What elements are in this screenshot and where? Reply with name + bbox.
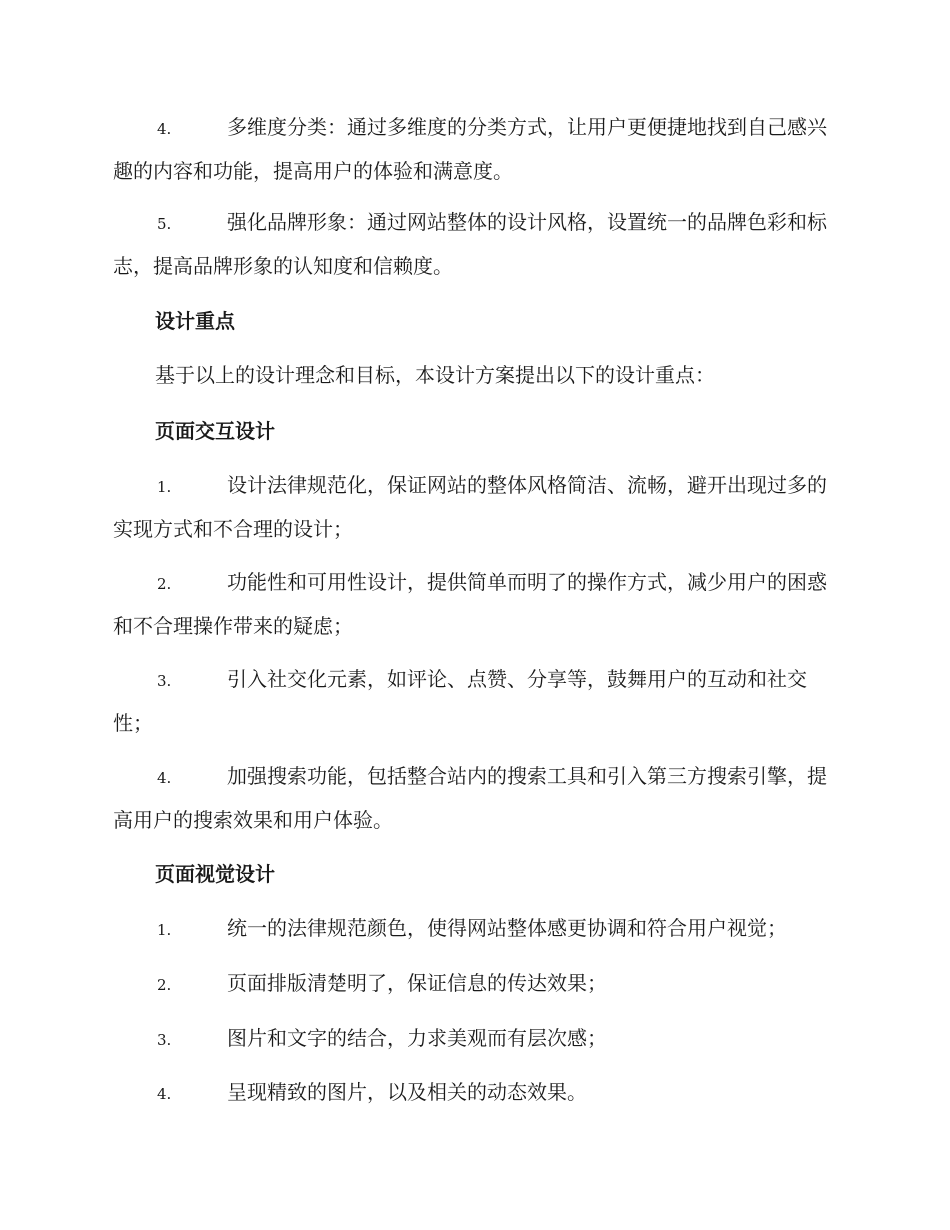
section-heading-interaction: 页面交互设计 <box>155 419 275 443</box>
list-text: 强化品牌形象：通过网站整体的设计风格，设置统一的品牌色彩和标志，提高品牌形象的认知度和信赖度。 <box>113 210 827 278</box>
list-number: 4. <box>157 120 172 138</box>
list-item <box>113 658 837 744</box>
list-number: 2. <box>157 575 172 593</box>
list-text: 呈现精致的图片，以及相关的动态效果。 <box>227 1080 587 1104</box>
list-text: 功能性和可用性设计，提供简单而明了的操作方式，减少用户的困惑和不合理操作带来的疑虑； <box>113 570 827 638</box>
list-item <box>113 464 837 550</box>
list-item <box>113 561 837 647</box>
list-number: 1. <box>157 921 172 939</box>
list-number: 3. <box>157 1031 172 1049</box>
list-text: 引入社交化元素，如评论、点赞、分享等，鼓舞用户的互动和社交性； <box>113 667 807 735</box>
list-text: 多维度分类：通过多维度的分类方式，让用户更便捷地找到自己感兴趣的内容和功能，提高用户的体验和满意度。 <box>113 115 827 183</box>
list-number: 4. <box>157 769 172 787</box>
list-item <box>113 201 837 287</box>
intro-paragraph: 基于以上的设计理念和目标，本设计方案提出以下的设计重点： <box>155 363 715 387</box>
list-item <box>113 755 837 841</box>
list-number: 5. <box>157 215 172 233</box>
list-text: 加强搜索功能，包括整合站内的搜索工具和引入第三方搜索引擎，提高用户的搜索效果和用户体验。 <box>113 764 827 832</box>
list-number: 3. <box>157 672 172 690</box>
list-text: 统一的法律规范颜色，使得网站整体感更协调和符合用户视觉； <box>227 916 787 940</box>
list-number: 2. <box>157 976 172 994</box>
section-heading-visual: 页面视觉设计 <box>155 862 275 886</box>
list-item <box>113 106 837 192</box>
list-text: 页面排版清楚明了，保证信息的传达效果； <box>227 971 607 995</box>
list-item <box>113 907 837 951</box>
list-number: 1. <box>157 478 172 496</box>
list-item <box>113 1071 837 1115</box>
list-item <box>113 962 837 1006</box>
list-item <box>113 1017 837 1061</box>
list-text: 设计法律规范化，保证网站的整体风格简洁、流畅，避开出现过多的实现方式和不合理的设计； <box>113 473 827 541</box>
list-text: 图片和文字的结合，力求美观而有层次感； <box>227 1026 607 1050</box>
list-number: 4. <box>157 1085 172 1103</box>
section-heading-design-focus: 设计重点 <box>155 309 235 333</box>
